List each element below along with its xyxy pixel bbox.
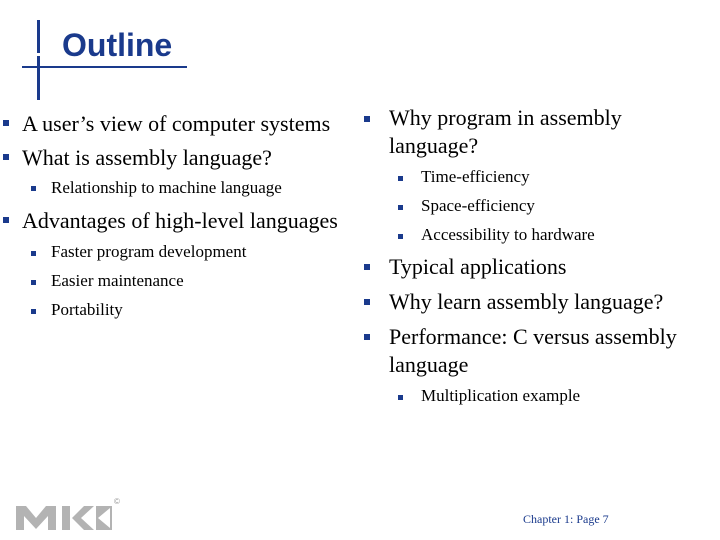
left-subitem-2: Faster program development [51,242,247,261]
copyright-mark: © [114,497,120,506]
right-item-3: Why learn assembly language? [389,289,664,314]
bullet-icon [31,251,36,256]
mk-logo-icon [14,496,124,532]
right-subitem-1: Time-efficiency [421,167,530,186]
right-subitem-4: Multiplication example [421,386,581,405]
title-underline [22,66,187,68]
bullet-icon [3,120,9,126]
left-item-1: A user’s view of computer systems [22,111,331,136]
right-item-4-line2: language [389,352,469,377]
bullet-icon [398,176,403,181]
page-footer: Chapter 1: Page 7 [523,512,609,526]
left-item-3: Advantages of high-level languages [22,208,338,233]
slide-title: Outline [62,27,173,63]
title-accent-line-lower [37,56,40,100]
bullet-icon [364,299,370,305]
right-item-4-line1: Performance: C versus assembly [389,324,677,349]
bullet-icon [364,116,370,122]
right-subitem-3: Accessibility to hardware [421,225,595,244]
bullet-icon [398,234,403,239]
bullet-icon [3,217,9,223]
bullet-icon [31,309,36,314]
bullet-icon [398,395,403,400]
right-subitem-2: Space-efficiency [421,196,535,215]
left-subitem-1: Relationship to machine language [51,178,282,197]
publisher-logo [14,496,124,537]
bullet-icon [31,280,36,285]
right-item-1-line1: Why program in assembly [389,105,622,130]
left-subitem-3: Easier maintenance [51,271,184,290]
right-item-2: Typical applications [389,254,567,279]
bullet-icon [398,205,403,210]
bullet-icon [3,154,9,160]
bullet-icon [364,264,370,270]
left-item-2: What is assembly language? [22,145,272,170]
title-accent-line [37,20,40,53]
right-item-1-line2: language? [389,133,479,158]
left-subitem-4: Portability [51,300,123,319]
bullet-icon [364,334,370,340]
bullet-icon [31,186,36,191]
